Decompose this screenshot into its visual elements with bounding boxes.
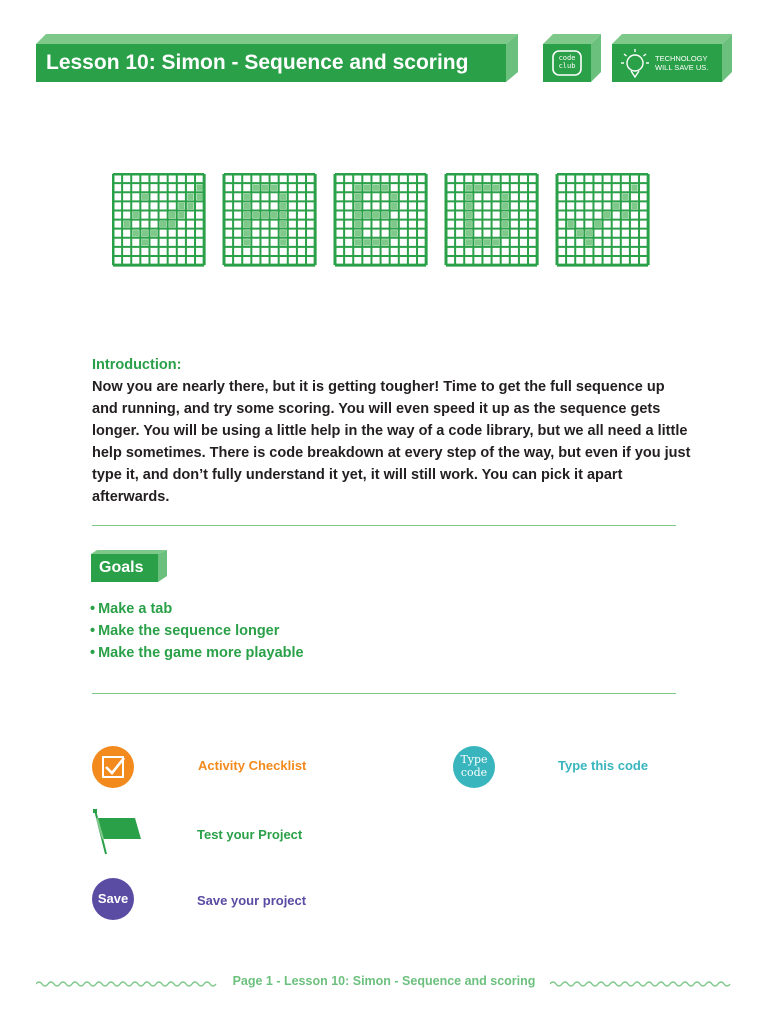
pixel-cell-lit xyxy=(475,239,481,245)
pixel-cell-lit xyxy=(271,185,277,191)
pixel-cell-lit xyxy=(364,212,370,218)
pixel-cell-lit xyxy=(382,239,388,245)
save-icon xyxy=(92,878,134,920)
type-code-icon-line2: code xyxy=(460,766,488,779)
pixel-cell-lit xyxy=(355,185,361,191)
checkbox-icon xyxy=(92,746,134,788)
type-code-icon xyxy=(453,746,495,788)
pixel-cell-lit xyxy=(484,185,490,191)
type-code-icon-line1: Type xyxy=(460,753,488,766)
pixel-cell-lit xyxy=(466,212,472,218)
pixel-cell-lit xyxy=(382,185,388,191)
pixel-cell-lit xyxy=(196,194,202,200)
type-this-code-label: Type this code xyxy=(558,758,649,773)
pixel-cell-lit xyxy=(142,230,148,236)
goal-item: • Make the game more playable xyxy=(90,642,304,664)
pixel-cell-lit xyxy=(502,203,508,209)
goal-item: • Make the sequence longer xyxy=(90,620,304,642)
pixel-cell-lit xyxy=(262,185,268,191)
pixel-cell-lit xyxy=(169,221,175,227)
pixel-cell-lit xyxy=(577,230,583,236)
pixel-cell-lit xyxy=(595,221,601,227)
pixel-cell-lit xyxy=(280,230,286,236)
lesson-title-banner xyxy=(36,34,518,82)
pixel-cell-lit xyxy=(244,212,250,218)
code-club-logo-text: code club xyxy=(558,54,576,70)
pixel-cell-lit xyxy=(631,185,637,191)
pixel-cell-lit xyxy=(142,239,148,245)
pixel-cell-lit xyxy=(178,203,184,209)
pixel-cell-lit xyxy=(160,221,166,227)
pixel-cell-lit xyxy=(244,194,250,200)
pixel-cell-lit xyxy=(355,221,361,227)
pixel-cell-lit xyxy=(502,221,508,227)
pixel-cell-lit xyxy=(364,185,370,191)
divider-top xyxy=(92,525,676,526)
activity-checklist-label: Activity Checklist xyxy=(198,758,307,773)
page-title: Lesson 10: Simon - Sequence and scoring xyxy=(36,44,506,82)
pixel-cell-lit xyxy=(253,185,259,191)
pixel-cell-lit xyxy=(373,212,379,218)
test-your-project-label: Test your Project xyxy=(197,827,303,842)
pixel-cell-lit xyxy=(373,239,379,245)
pixel-grid-row xyxy=(112,173,656,267)
pixel-cell-lit xyxy=(169,212,175,218)
pixel-cell-lit xyxy=(484,239,490,245)
pixel-cell-lit xyxy=(280,239,286,245)
pixel-cell-lit xyxy=(631,203,637,209)
pixel-cell-lit xyxy=(262,212,268,218)
pixel-grid xyxy=(335,174,426,265)
pixel-cell-lit xyxy=(466,239,472,245)
pixel-cell-lit xyxy=(280,212,286,218)
pixel-cell-lit xyxy=(142,194,148,200)
pixel-cell-lit xyxy=(355,239,361,245)
pixel-cell-lit xyxy=(178,212,184,218)
pixel-cell-lit xyxy=(355,230,361,236)
pixel-cell-lit xyxy=(502,230,508,236)
pixel-cell-lit xyxy=(466,203,472,209)
pixel-cell-lit xyxy=(133,230,139,236)
pixel-grid xyxy=(557,174,648,265)
pixel-cell-lit xyxy=(133,212,139,218)
pixel-cell-lit xyxy=(466,185,472,191)
goal-item: • Make a tab xyxy=(90,598,304,620)
technology-will-save-us-logo xyxy=(612,34,732,82)
pixel-cell-lit xyxy=(124,221,130,227)
pixel-cell-lit xyxy=(391,230,397,236)
pixel-grid xyxy=(113,174,204,265)
pixel-cell-lit xyxy=(244,239,250,245)
pixel-cell-lit xyxy=(355,194,361,200)
pixel-cell-lit xyxy=(475,185,481,191)
pixel-cell-lit xyxy=(391,194,397,200)
introduction-heading: Introduction: xyxy=(92,357,182,373)
pixel-cell-lit xyxy=(151,230,157,236)
pixel-cell-lit xyxy=(280,221,286,227)
pixel-cell-lit xyxy=(196,185,202,191)
pixel-cell-lit xyxy=(586,239,592,245)
page-footer: Page 1 - Lesson 10: Simon - Sequence and scoring xyxy=(232,974,536,988)
goals-list xyxy=(90,598,304,664)
pixel-cell-lit xyxy=(271,212,277,218)
introduction-section xyxy=(92,354,692,508)
pixel-cell-lit xyxy=(502,194,508,200)
goals-heading: Goals xyxy=(91,554,158,582)
pixel-cell-lit xyxy=(568,221,574,227)
pixel-grid xyxy=(446,174,537,265)
divider-bottom xyxy=(92,693,676,694)
pixel-cell-lit xyxy=(355,212,361,218)
pixel-cell-lit xyxy=(586,230,592,236)
save-icon-label: Save xyxy=(97,891,129,906)
introduction-body: Now you are nearly there, but it is getting tougher! Time to get the full sequence up and running, and try some scoring. You will even speed it up as the sequence gets longer. You will be using a little help in the way of a code library, but we all need a little help sometimes. There is code breakdown at every step of the way, but even if you just type it, and don’t fully understand it yet, it will still work. You can pick it apart afterwards. xyxy=(92,379,691,505)
pixel-cell-lit xyxy=(613,203,619,209)
pixel-cell-lit xyxy=(253,212,259,218)
pixel-cell-lit xyxy=(382,212,388,218)
pixel-cell-lit xyxy=(187,194,193,200)
footer-wave-right xyxy=(550,979,732,989)
pixel-grid-illustration xyxy=(112,173,656,267)
pixel-cell-lit xyxy=(622,212,628,218)
pixel-cell-lit xyxy=(391,221,397,227)
pixel-cell-lit xyxy=(244,230,250,236)
pixel-cell-lit xyxy=(466,221,472,227)
tws-logo-text: TECHNOLOGY WILL SAVE US. xyxy=(655,54,709,72)
pixel-cell-lit xyxy=(391,203,397,209)
pixel-cell-lit xyxy=(244,221,250,227)
flag-icon xyxy=(89,808,145,856)
pixel-cell-lit xyxy=(244,203,250,209)
pixel-cell-lit xyxy=(187,203,193,209)
pixel-cell-lit xyxy=(493,185,499,191)
save-your-project-label: Save your project xyxy=(197,893,307,908)
pixel-grid xyxy=(224,174,315,265)
pixel-cell-lit xyxy=(466,194,472,200)
goals-banner xyxy=(91,550,167,582)
pixel-cell-lit xyxy=(280,203,286,209)
pixel-cell-lit xyxy=(502,212,508,218)
pixel-cell-lit xyxy=(373,185,379,191)
pixel-cell-lit xyxy=(466,230,472,236)
pixel-cell-lit xyxy=(622,194,628,200)
pixel-cell-lit xyxy=(604,212,610,218)
pixel-cell-lit xyxy=(493,239,499,245)
pixel-cell-lit xyxy=(280,194,286,200)
pixel-cell-lit xyxy=(355,203,361,209)
code-club-logo xyxy=(543,34,601,82)
pixel-cell-lit xyxy=(364,239,370,245)
